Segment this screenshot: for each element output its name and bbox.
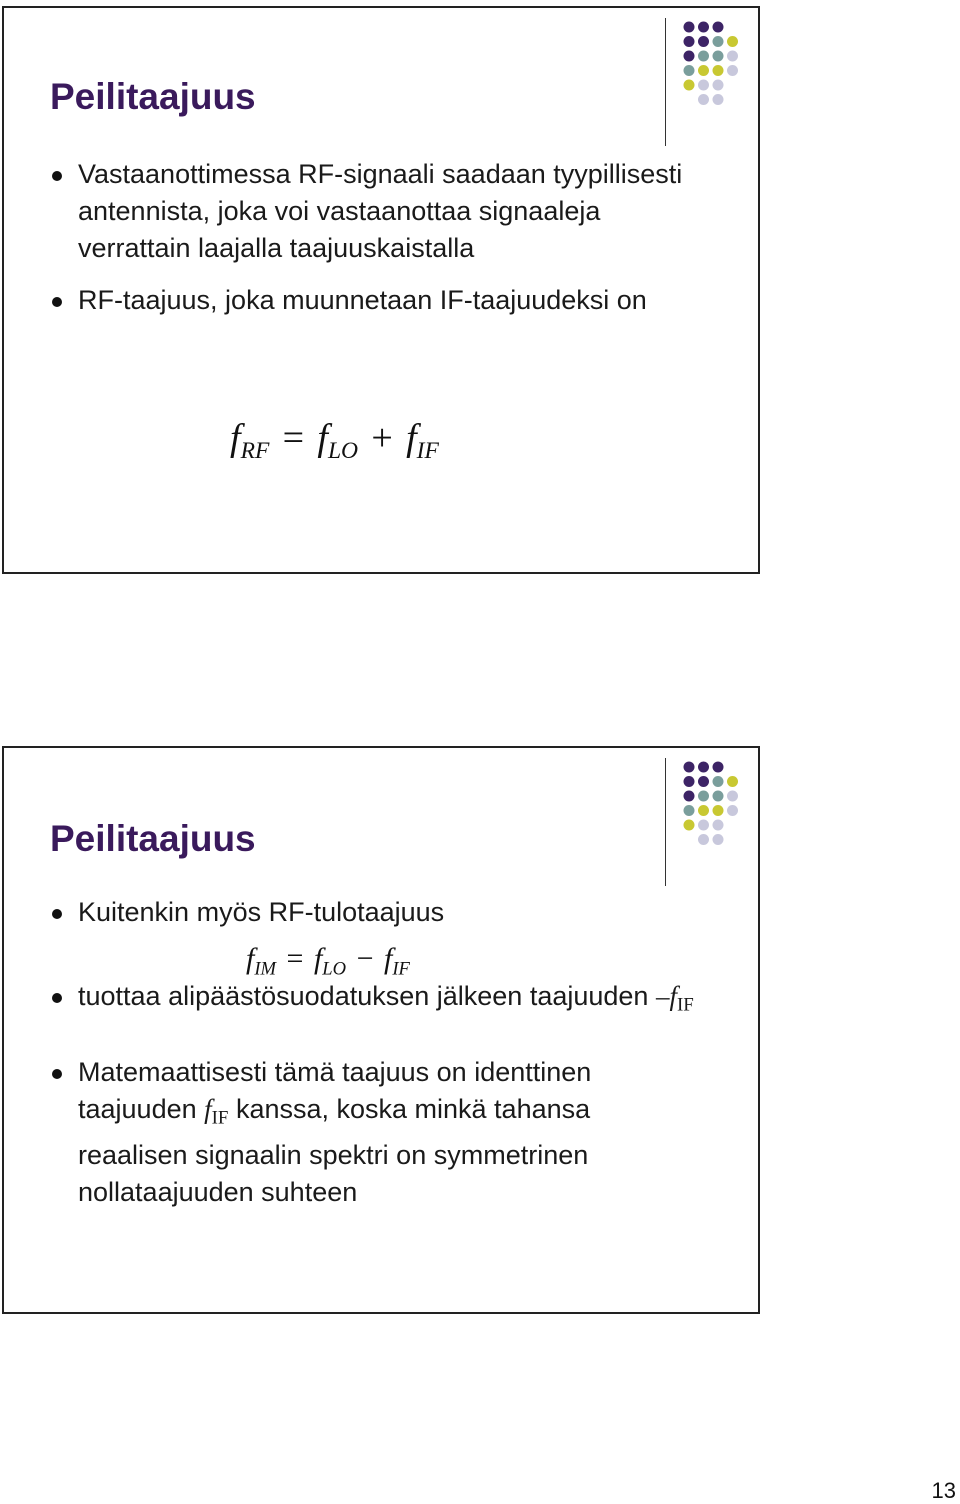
decorative-dot-grid-icon bbox=[680, 758, 770, 878]
decorative-dot bbox=[698, 22, 709, 33]
image-frequency-equation bbox=[246, 942, 410, 981]
decorative-dot bbox=[684, 65, 695, 76]
decorative-dot bbox=[684, 51, 695, 62]
decorative-dot bbox=[698, 762, 709, 773]
decorative-dot bbox=[713, 820, 724, 831]
decorative-dot-grid-icon bbox=[680, 18, 770, 138]
bullet-item: Vastaanottimessa RF-signaali saadaan tyypillisesti antennista, joka voi vastaanottaa signaaleja verrattain laajalla taajuuskaistalla bbox=[78, 156, 698, 267]
equation-symbol: f bbox=[246, 942, 255, 975]
decorative-dot bbox=[713, 791, 724, 802]
decorative-dot bbox=[713, 834, 724, 845]
decorative-dot bbox=[727, 805, 738, 816]
math-symbol: f bbox=[204, 1094, 212, 1124]
slide-1 bbox=[2, 6, 760, 574]
decorative-dot bbox=[727, 36, 738, 47]
decorative-dot bbox=[727, 776, 738, 787]
slide-title: Peilitaajuus bbox=[50, 76, 256, 117]
equation-symbol: f bbox=[230, 417, 241, 459]
decorative-dot bbox=[713, 65, 724, 76]
decorative-dot bbox=[713, 776, 724, 787]
decorative-dot bbox=[684, 80, 695, 91]
bullet-text: kanssa, koska minkä tahansa reaalisen signaalin spektri on symmetrinen nollataajuuden suhteen bbox=[78, 1094, 591, 1207]
math-symbol: –f bbox=[655, 981, 677, 1011]
equation-symbol: f bbox=[313, 942, 323, 975]
decorative-dot bbox=[698, 65, 709, 76]
header-divider bbox=[665, 18, 666, 146]
equation-operator: − bbox=[356, 942, 374, 975]
math-subscript: IF bbox=[211, 1107, 229, 1129]
decorative-dot bbox=[698, 820, 709, 831]
slide-title: Peilitaajuus bbox=[50, 818, 256, 859]
equation-subscript: IF bbox=[392, 958, 410, 980]
decorative-dot bbox=[698, 80, 709, 91]
decorative-dot bbox=[713, 22, 724, 33]
decorative-dot bbox=[698, 834, 709, 845]
bullet-text: Matemaattisesti tämä taajuus on identtinen taajuuden bbox=[78, 1057, 592, 1124]
decorative-dot bbox=[684, 22, 695, 33]
equation-subscript: IF bbox=[416, 438, 439, 465]
decorative-dot bbox=[684, 805, 695, 816]
slide-2 bbox=[2, 746, 760, 1314]
decorative-dot bbox=[713, 51, 724, 62]
page-number: 13 bbox=[931, 1478, 956, 1503]
bullet-text: tuottaa alipäästösuodatuksen jälkeen taajuuden bbox=[78, 981, 656, 1011]
equation-operator: + bbox=[371, 417, 393, 459]
equation-operator: = bbox=[286, 942, 304, 975]
equation-subscript: IM bbox=[254, 958, 277, 980]
decorative-dot bbox=[713, 80, 724, 91]
rf-frequency-equation bbox=[230, 416, 439, 465]
decorative-dot bbox=[727, 791, 738, 802]
header-divider bbox=[665, 758, 666, 886]
decorative-dot bbox=[698, 791, 709, 802]
decorative-dot bbox=[684, 791, 695, 802]
equation-symbol: f bbox=[317, 417, 328, 459]
decorative-dot bbox=[698, 51, 709, 62]
bullet-item: RF-taajuus, joka muunnetaan IF-taajuudeksi on bbox=[78, 282, 698, 319]
decorative-dot bbox=[713, 36, 724, 47]
decorative-dot bbox=[698, 36, 709, 47]
decorative-dot bbox=[713, 805, 724, 816]
equation-symbol: f bbox=[406, 417, 417, 459]
decorative-dot bbox=[713, 762, 724, 773]
decorative-dot bbox=[684, 36, 695, 47]
decorative-dot bbox=[698, 94, 709, 105]
decorative-dot bbox=[684, 776, 695, 787]
image-frequency-symbol bbox=[655, 981, 694, 1016]
decorative-dot bbox=[727, 65, 738, 76]
bullet-item bbox=[78, 978, 698, 1024]
equation-operator: = bbox=[282, 417, 305, 459]
decorative-dot bbox=[698, 805, 709, 816]
equation-symbol: f bbox=[384, 942, 393, 975]
math-subscript: IF bbox=[676, 994, 694, 1016]
decorative-dot bbox=[727, 51, 738, 62]
decorative-dot bbox=[713, 94, 724, 105]
bullet-item: Kuitenkin myös RF-tulotaajuus bbox=[78, 894, 698, 931]
bullet-item bbox=[78, 1054, 698, 1211]
equation-subscript: LO bbox=[327, 438, 359, 465]
equation-subscript: LO bbox=[322, 958, 347, 980]
equation-subscript: RF bbox=[240, 438, 270, 465]
decorative-dot bbox=[698, 776, 709, 787]
decorative-dot bbox=[684, 762, 695, 773]
if-frequency-symbol bbox=[204, 1094, 229, 1129]
decorative-dot bbox=[684, 820, 695, 831]
